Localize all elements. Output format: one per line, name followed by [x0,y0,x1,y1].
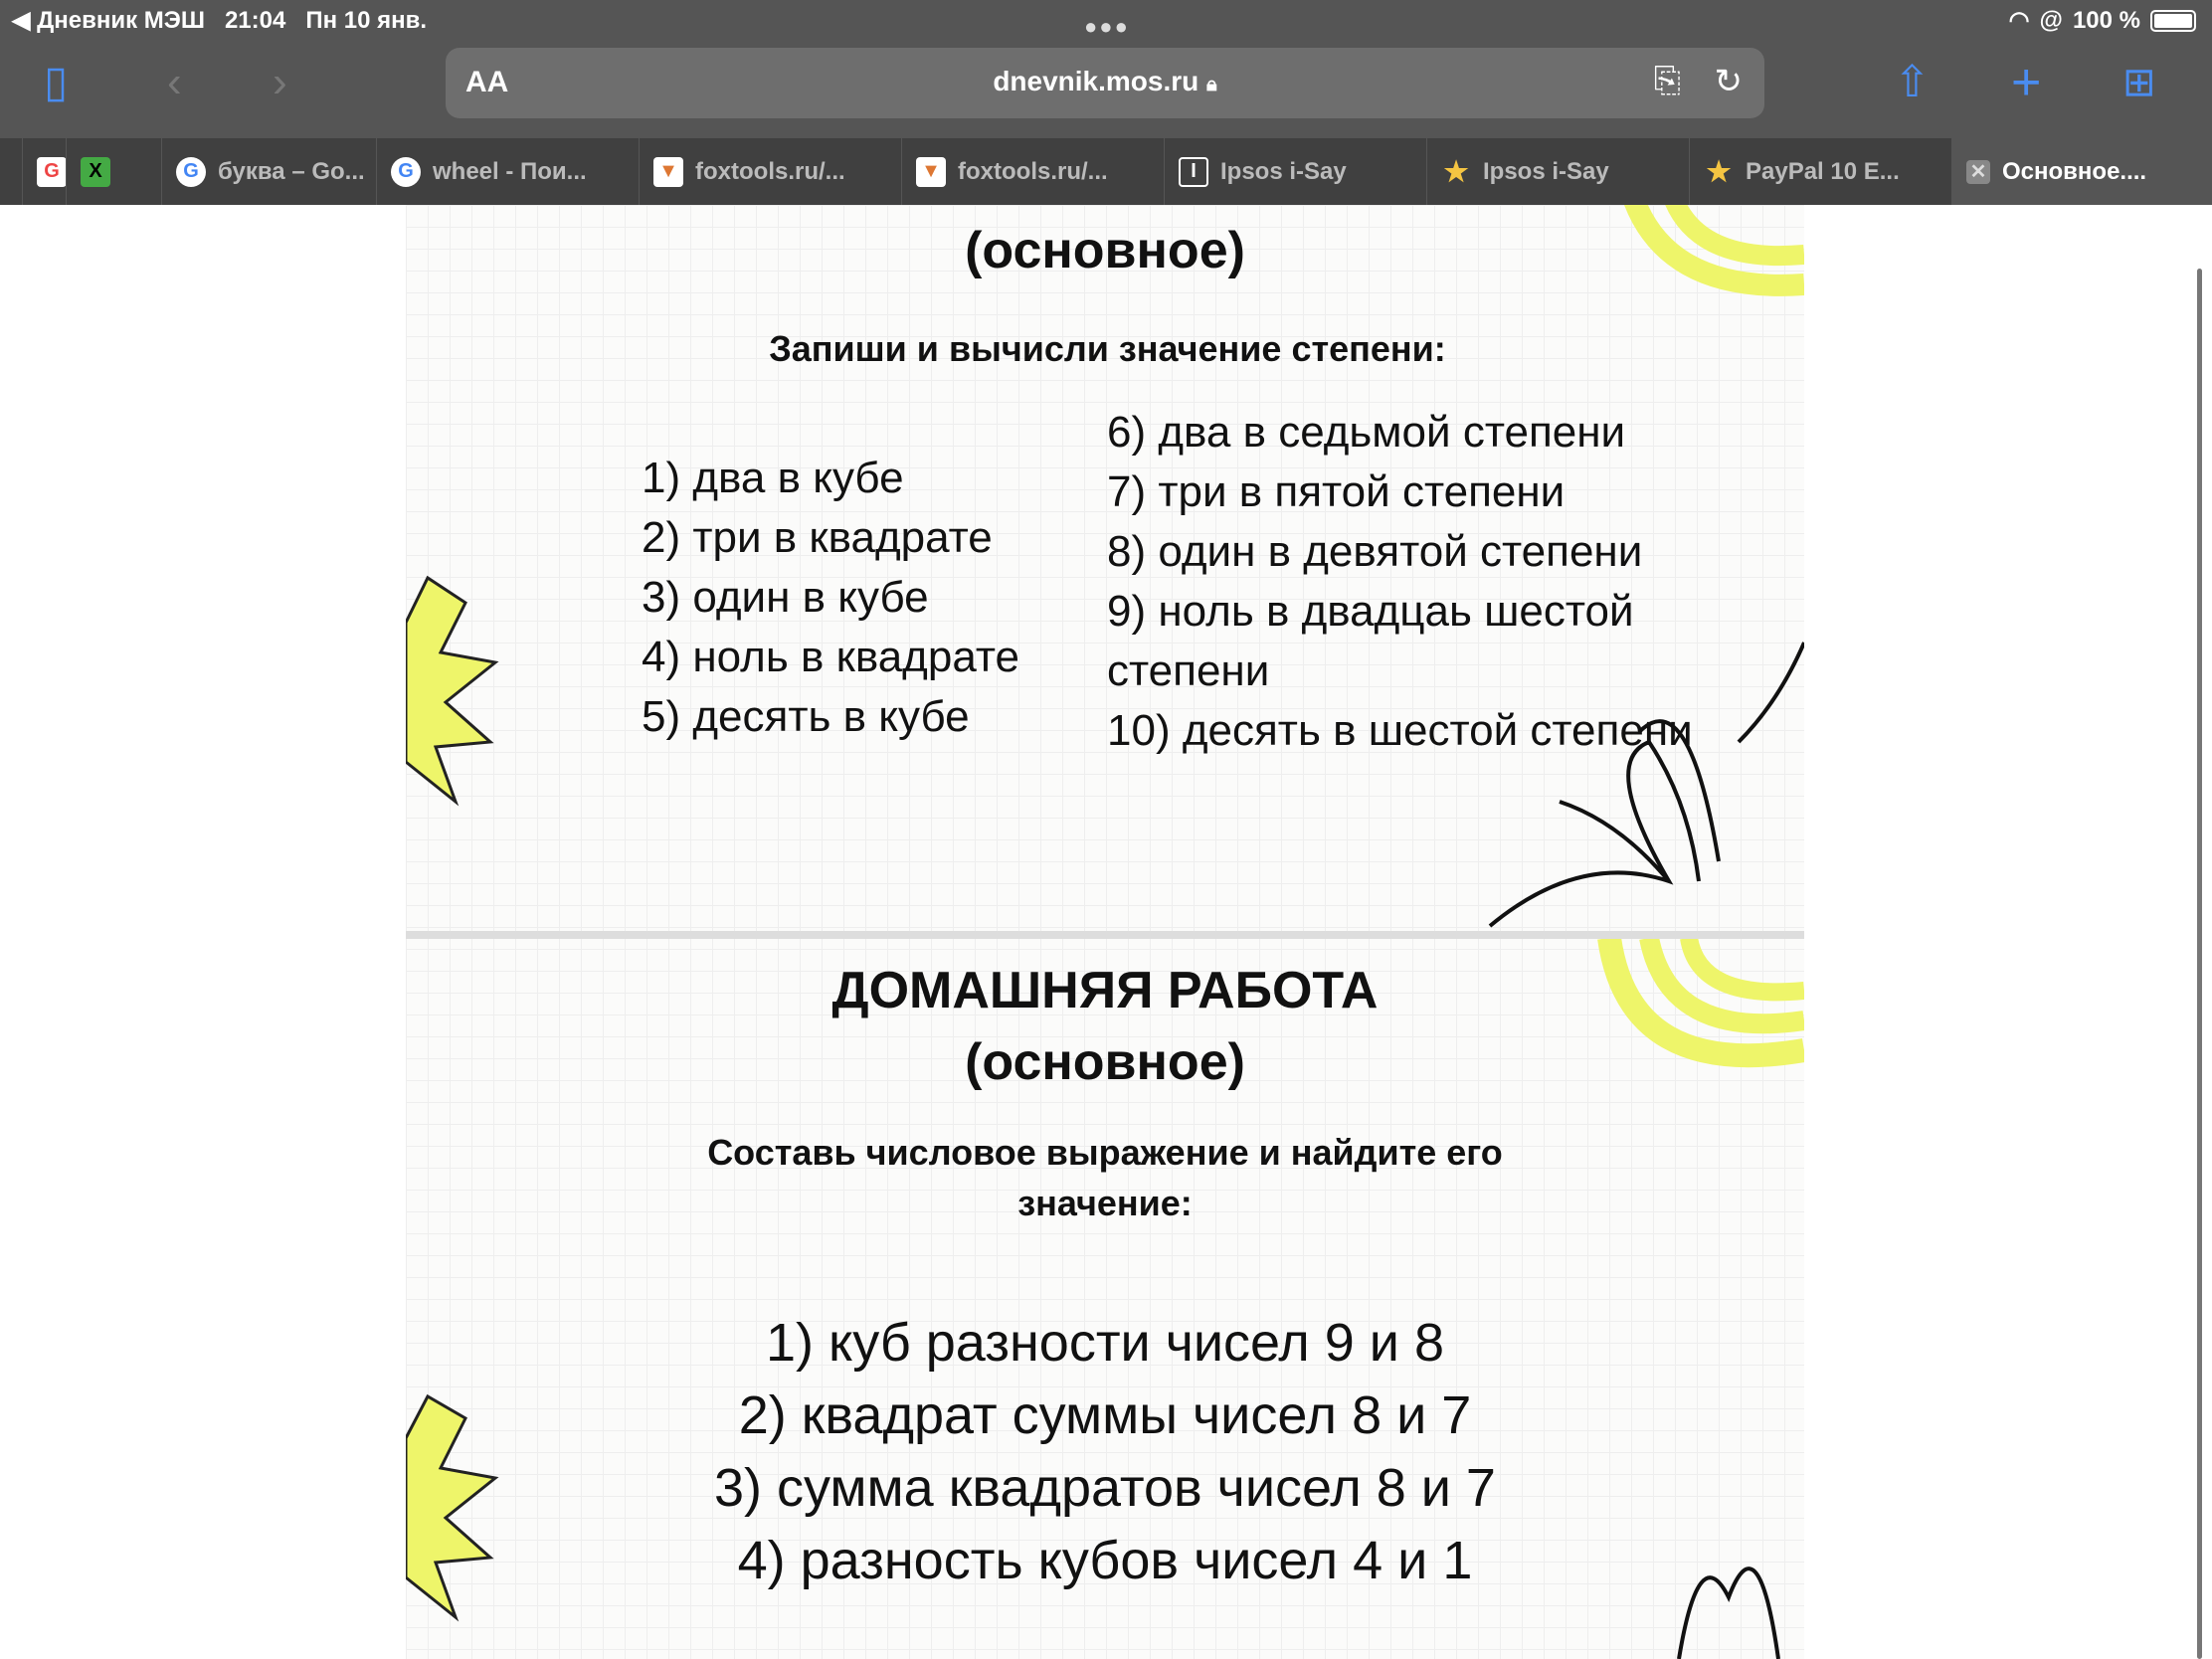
tab-bar [0,138,2212,205]
tab[interactable] [1689,138,1951,205]
tab-label: Ipsos i-Say [1483,157,1609,185]
list-item: 2) три в квадрате [642,513,993,562]
tab-figure[interactable] [66,138,161,205]
slide-content [406,205,1804,1659]
list-item: 5) десять в кубе [642,692,970,741]
star-icon: ★ [1706,156,1732,187]
close-icon[interactable]: ✕ [1966,160,1990,184]
list-item: 4) разность кубов чисел 4 и 1 [737,1531,1473,1590]
tab-label: буква – Go... [218,157,365,185]
list-item: 2) квадрат суммы чисел 8 и 7 [738,1385,1472,1445]
tab[interactable] [901,138,1164,205]
orientation-lock-icon: @ [2039,6,2063,34]
list-item: 1) два в кубе [642,454,904,502]
tab[interactable] [639,138,901,205]
list-item: 10) десять в шестой степени [1107,706,1693,755]
browser-chrome [0,0,2212,205]
list-item: 7) три в пятой степени [1107,467,1566,516]
tab[interactable] [376,138,639,205]
tab-label: wheel - Пои... [433,157,587,185]
google-icon: G [37,157,66,187]
tab-active[interactable] [1951,138,2212,205]
battery-icon [2150,10,2196,32]
slide1-right-list [1107,403,1693,761]
reader-text-size-button[interactable]: AA [465,66,509,98]
fox-icon: ▼ [653,157,683,187]
status-left[interactable] [12,6,427,35]
google-icon: G [176,157,206,187]
figure-icon: X [81,157,110,187]
tab[interactable] [161,138,376,205]
starburst-decoration [406,578,495,802]
tab-overview-icon[interactable]: ⊞ [2122,61,2156,104]
list-item: степени [1107,646,1270,695]
wifi-icon: ◠ [2008,7,2030,34]
new-tab-icon[interactable]: + [2011,54,2042,111]
translate-icon[interactable]: ⎘ [1653,62,1681,99]
tab[interactable] [1426,138,1689,205]
tab[interactable] [1164,138,1426,205]
status-bar [0,0,2212,40]
slide1-task: Запиши и вычисли значение степени: [769,328,1446,369]
tab-label: foxtools.ru/... [695,157,845,185]
list-item: 9) ноль в двадцаь шестой [1107,587,1634,636]
forward-button[interactable]: › [273,58,287,106]
slide1-subtitle: (основное) [965,222,1245,279]
back-button[interactable]: ‹ [167,58,182,106]
slide2-task-line2: значение: [1017,1183,1193,1223]
star-icon: ★ [1443,156,1469,187]
list-item: 3) сумма квадратов чисел 8 и 7 [714,1458,1496,1518]
tab-label: PayPal 10 E... [1746,157,1900,185]
list-item: 4) ноль в квадрате [642,633,1019,681]
slide-divider [406,931,1804,939]
slide2-task-line1: Составь числовое выражение и найдите его [707,1132,1503,1173]
share-icon[interactable]: ⇧ [1894,58,1931,106]
scrollbar[interactable] [2197,269,2202,1659]
time: 21:04 [224,7,286,34]
slide1-left-list [642,449,1019,747]
ipsos-icon: I [1179,157,1208,187]
lock-icon: 🔒︎ [1206,74,1217,95]
back-to-app[interactable]: ◀ Дневник МЭШ [12,7,205,34]
tab-label: Ipsos i-Say [1220,157,1347,185]
fox-icon: ▼ [916,157,946,187]
slide2-subtitle: (основное) [965,1033,1245,1091]
sidebar-icon[interactable]: ▯ [44,58,69,106]
date: Пн 10 янв. [305,7,428,34]
slide2-title: ДОМАШНЯЯ РАБОТА [831,962,1379,1019]
battery-percent: 100 % [2072,6,2140,34]
list-item: 3) один в кубе [642,573,929,622]
tab-label: Основное.... [2002,157,2147,185]
list-item: 6) два в седьмой степени [1107,408,1626,457]
list-item: 1) куб разности чисел 9 и 8 [765,1313,1445,1373]
multitasking-dots[interactable]: ●●● [1084,14,1130,39]
address-bar[interactable] [446,48,1764,118]
tab-label: foxtools.ru/... [958,157,1108,185]
list-item: 8) один в девятой степени [1107,527,1643,576]
tab-google[interactable] [22,138,66,205]
slide2-list [406,1307,1804,1597]
reload-icon[interactable]: ↻ [1714,63,1743,100]
google-icon: G [391,157,421,187]
url-text[interactable]: dnevnik.mos.ru [993,66,1199,96]
